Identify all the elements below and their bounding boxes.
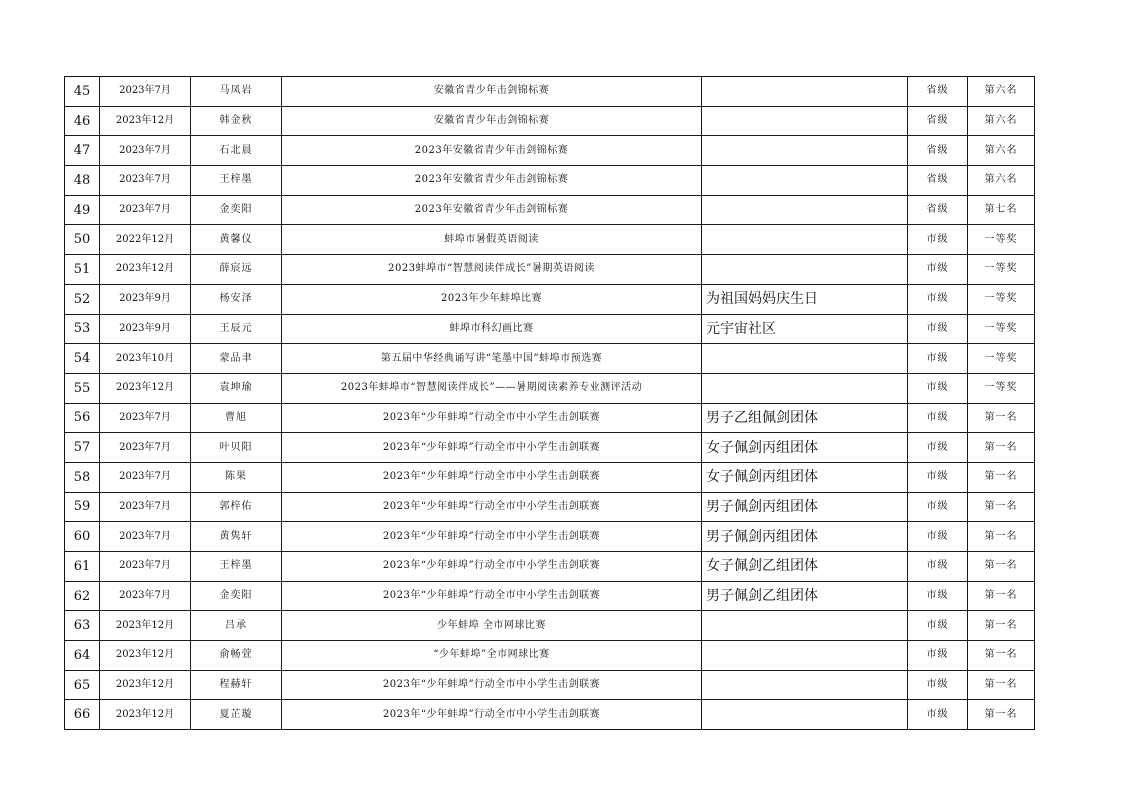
award-date: 2023年12月 [100,611,191,641]
event-note: 女子佩剑乙组团体 [702,552,908,582]
table-row [65,611,1035,641]
table-row [65,166,1035,196]
row-number: 62 [65,581,100,611]
award-result: 第一名 [968,433,1035,463]
row-number: 54 [65,344,100,374]
student-name: 程赫轩 [191,670,282,700]
award-level: 市级 [908,284,968,314]
event-note: 男子佩剑丙组团体 [702,492,908,522]
award-level: 市级 [908,492,968,522]
award-result: 一等奖 [968,314,1035,344]
table-row [65,314,1035,344]
award-result: 第一名 [968,522,1035,552]
event-note: 为祖国妈妈庆生日 [702,284,908,314]
award-date: 2023年7月 [100,462,191,492]
row-number: 52 [65,284,100,314]
event-name: 蚌埠市暑假英语阅读 [282,225,702,255]
event-name: 2023年少年蚌埠比赛 [282,284,702,314]
award-date: 2023年12月 [100,255,191,285]
row-number: 66 [65,700,100,730]
table-row [65,225,1035,255]
row-number: 48 [65,166,100,196]
award-result: 第一名 [968,670,1035,700]
student-name: 吕承 [191,611,282,641]
event-name: 安徽省青少年击剑锦标赛 [282,77,702,107]
award-date: 2023年7月 [100,492,191,522]
award-date: 2023年12月 [100,106,191,136]
event-name: 2023年“少年蚌埠”行动全市中小学生击剑联赛 [282,403,702,433]
award-level: 市级 [908,403,968,433]
event-note [702,641,908,671]
award-level: 市级 [908,641,968,671]
event-name: 2023年“少年蚌埠”行动全市中小学生击剑联赛 [282,581,702,611]
table-row [65,522,1035,552]
award-level: 市级 [908,581,968,611]
row-number: 59 [65,492,100,522]
award-date: 2023年7月 [100,403,191,433]
student-name: 蒙品聿 [191,344,282,374]
award-date: 2023年12月 [100,373,191,403]
award-result: 第一名 [968,492,1035,522]
student-name: 金奕阳 [191,195,282,225]
event-note [702,344,908,374]
award-level: 省级 [908,136,968,166]
award-date: 2023年9月 [100,284,191,314]
student-name: 王梓墨 [191,166,282,196]
awards-table-body [65,77,1035,730]
event-note: 男子佩剑丙组团体 [702,522,908,552]
event-note [702,700,908,730]
event-note [702,106,908,136]
award-date: 2023年7月 [100,522,191,552]
award-result: 第六名 [968,77,1035,107]
table-row [65,136,1035,166]
event-name: 2023蚌埠市“智慧阅读伴成长”暑期英语阅读 [282,255,702,285]
event-name: 安徽省青少年击剑锦标赛 [282,106,702,136]
award-date: 2023年7月 [100,136,191,166]
award-level: 市级 [908,522,968,552]
event-name: 2023年“少年蚌埠”行动全市中小学生击剑联赛 [282,522,702,552]
award-level: 省级 [908,106,968,136]
event-name: 2023年“少年蚌埠”行动全市中小学生击剑联赛 [282,700,702,730]
award-date: 2022年12月 [100,225,191,255]
table-row [65,581,1035,611]
award-level: 市级 [908,373,968,403]
row-number: 63 [65,611,100,641]
student-name: 石北晨 [191,136,282,166]
event-name: 第五届中华经典诵写讲“笔墨中国”蚌埠市预选赛 [282,344,702,374]
student-name: 叶贝阳 [191,433,282,463]
award-level: 市级 [908,552,968,582]
table-row [65,670,1035,700]
student-name: 曹旭 [191,403,282,433]
event-note: 男子乙组佩剑团体 [702,403,908,433]
award-level: 市级 [908,314,968,344]
table-row [65,344,1035,374]
row-number: 53 [65,314,100,344]
row-number: 45 [65,77,100,107]
award-result: 第一名 [968,552,1035,582]
award-level: 市级 [908,611,968,641]
student-name: 王梓墨 [191,552,282,582]
award-result: 第一名 [968,641,1035,671]
student-name: 黄馨仪 [191,225,282,255]
table-row [65,77,1035,107]
student-name: 马凤岩 [191,77,282,107]
row-number: 61 [65,552,100,582]
award-level: 市级 [908,700,968,730]
event-note [702,225,908,255]
award-date: 2023年9月 [100,314,191,344]
event-note: 女子佩剑丙组团体 [702,462,908,492]
event-note: 女子佩剑丙组团体 [702,433,908,463]
event-name: 2023年安徽省青少年击剑锦标赛 [282,166,702,196]
awards-table [64,76,1035,730]
award-result: 一等奖 [968,284,1035,314]
event-note [702,136,908,166]
row-number: 50 [65,225,100,255]
award-result: 第六名 [968,106,1035,136]
award-result: 第一名 [968,581,1035,611]
event-note [702,373,908,403]
row-number: 46 [65,106,100,136]
award-date: 2023年7月 [100,166,191,196]
student-name: 韩金秋 [191,106,282,136]
student-name: 杨安泽 [191,284,282,314]
row-number: 56 [65,403,100,433]
table-row [65,255,1035,285]
table-row [65,492,1035,522]
row-number: 57 [65,433,100,463]
award-level: 省级 [908,195,968,225]
award-result: 第七名 [968,195,1035,225]
event-name: 2023年安徽省青少年击剑锦标赛 [282,195,702,225]
event-name: 2023年“少年蚌埠”行动全市中小学生击剑联赛 [282,462,702,492]
award-date: 2023年7月 [100,552,191,582]
award-level: 市级 [908,670,968,700]
student-name: 俞畅萱 [191,641,282,671]
student-name: 郭梓佑 [191,492,282,522]
award-date: 2023年12月 [100,670,191,700]
event-note [702,255,908,285]
row-number: 64 [65,641,100,671]
award-result: 一等奖 [968,373,1035,403]
student-name: 王辰元 [191,314,282,344]
student-name: 袁坤瑜 [191,373,282,403]
award-result: 第六名 [968,136,1035,166]
student-name: 金奕阳 [191,581,282,611]
award-level: 市级 [908,225,968,255]
award-level: 市级 [908,433,968,463]
table-row [65,106,1035,136]
event-name: 2023年蚌埠市“智慧阅读伴成长”——暑期阅读素养专业测评活动 [282,373,702,403]
award-date: 2023年7月 [100,77,191,107]
award-result: 第一名 [968,700,1035,730]
award-level: 市级 [908,462,968,492]
award-result: 一等奖 [968,255,1035,285]
event-note: 元宇宙社区 [702,314,908,344]
award-result: 第一名 [968,403,1035,433]
row-number: 60 [65,522,100,552]
award-date: 2023年7月 [100,195,191,225]
table-row [65,552,1035,582]
row-number: 55 [65,373,100,403]
award-result: 一等奖 [968,225,1035,255]
event-name: 2023年“少年蚌埠”行动全市中小学生击剑联赛 [282,552,702,582]
table-row [65,284,1035,314]
event-note [702,166,908,196]
award-result: 第一名 [968,462,1035,492]
student-name: 夏芷璇 [191,700,282,730]
table-row [65,403,1035,433]
event-note: 男子佩剑乙组团体 [702,581,908,611]
event-note [702,611,908,641]
award-level: 市级 [908,255,968,285]
award-date: 2023年7月 [100,581,191,611]
row-number: 47 [65,136,100,166]
row-number: 51 [65,255,100,285]
table-row [65,462,1035,492]
award-date: 2023年12月 [100,641,191,671]
table-row [65,373,1035,403]
row-number: 65 [65,670,100,700]
award-result: 一等奖 [968,344,1035,374]
event-note [702,670,908,700]
award-date: 2023年10月 [100,344,191,374]
event-note [702,195,908,225]
award-date: 2023年12月 [100,700,191,730]
student-name: 薛宸远 [191,255,282,285]
table-row [65,641,1035,671]
event-name: 2023年“少年蚌埠”行动全市中小学生击剑联赛 [282,492,702,522]
table-row [65,195,1035,225]
event-name: 2023年“少年蚌埠”行动全市中小学生击剑联赛 [282,670,702,700]
event-name: “少年蚌埠”全市网球比赛 [282,641,702,671]
award-date: 2023年7月 [100,433,191,463]
award-level: 省级 [908,166,968,196]
table-row [65,700,1035,730]
row-number: 58 [65,462,100,492]
table-row [65,433,1035,463]
student-name: 陈果 [191,462,282,492]
event-name: 2023年安徽省青少年击剑锦标赛 [282,136,702,166]
event-name: 蚌埠市科幻画比赛 [282,314,702,344]
award-level: 省级 [908,77,968,107]
student-name: 黄隽轩 [191,522,282,552]
event-name: 2023年“少年蚌埠”行动全市中小学生击剑联赛 [282,433,702,463]
award-result: 第六名 [968,166,1035,196]
event-note [702,77,908,107]
award-level: 市级 [908,344,968,374]
event-name: 少年蚌埠 全市网球比赛 [282,611,702,641]
row-number: 49 [65,195,100,225]
award-result: 第一名 [968,611,1035,641]
